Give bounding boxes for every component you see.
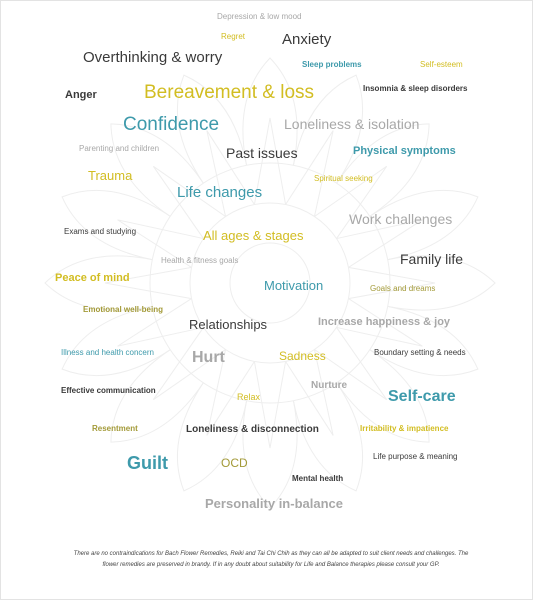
word-increase-happiness-joy: Increase happiness & joy xyxy=(318,316,451,328)
word-overthinking-worry: Overthinking & worry xyxy=(83,49,223,66)
word-spiritual-seeking: Spiritual seeking xyxy=(314,174,373,183)
word-trauma: Trauma xyxy=(88,168,133,183)
word-personality-in-balance: Personality in-balance xyxy=(205,496,343,511)
word-past-issues: Past issues xyxy=(226,145,298,161)
word-exams-studying: Exams and studying xyxy=(64,227,137,236)
word-family-life: Family life xyxy=(400,251,464,267)
word-life-changes: Life changes xyxy=(177,184,263,201)
word-motivation: Motivation xyxy=(264,278,324,293)
word-irritability-impatience: Irritability & impatience xyxy=(360,424,449,433)
word-confidence: Confidence xyxy=(123,114,220,135)
disclaimer-text: There are no contraindications for Bach Flower Remedies, Reiki and Tai Chi Chih as they can all be adapted to suit client needs and challenges. The flower remedies are preserved in brandy. If in any doubt about suitability for Life and Balance therapies please consult your GP. xyxy=(73,551,469,568)
word-hurt: Hurt xyxy=(192,349,225,366)
word-physical-symptoms: Physical symptoms xyxy=(353,145,456,157)
word-bereavement-loss: Bereavement & loss xyxy=(144,82,315,103)
word-relax: Relax xyxy=(237,392,261,402)
word-loneliness-disconnection: Loneliness & disconnection xyxy=(186,424,319,435)
word-goals-dreams: Goals and dreams xyxy=(370,284,436,293)
word-work-challenges: Work challenges xyxy=(349,211,453,227)
word-nurture: Nurture xyxy=(311,380,348,391)
word-peace-of-mind: Peace of mind xyxy=(55,272,130,284)
word-resentment: Resentment xyxy=(92,424,138,433)
word-life-purpose-meaning: Life purpose & meaning xyxy=(373,452,458,461)
word-sadness: Sadness xyxy=(279,349,326,363)
word-depression-low-mood: Depression & low mood xyxy=(217,12,302,21)
word-boundary-setting-needs: Boundary setting & needs xyxy=(374,348,466,357)
word-anger: Anger xyxy=(65,89,97,101)
word-mental-health: Mental health xyxy=(292,474,344,483)
word-insomnia-sleep-disorders: Insomnia & sleep disorders xyxy=(363,84,468,93)
word-loneliness-isolation: Loneliness & isolation xyxy=(284,116,420,132)
word-parenting-children: Parenting and children xyxy=(79,144,160,153)
word-ocd: OCD xyxy=(221,456,248,470)
word-anxiety: Anxiety xyxy=(282,31,332,48)
word-regret: Regret xyxy=(221,32,246,41)
word-health-fitness-goals: Health & fitness goals xyxy=(161,256,239,265)
word-self-esteem: Self-esteem xyxy=(420,60,463,69)
word-sleep-problems: Sleep problems xyxy=(302,60,362,69)
word-guilt: Guilt xyxy=(127,453,168,473)
word-all-ages-stages: All ages & stages xyxy=(203,228,304,243)
word-relationships: Relationships xyxy=(189,317,268,332)
word-illness-health-concern: Illness and health concern xyxy=(61,348,154,357)
word-self-care: Self-care xyxy=(388,388,456,405)
word-effective-communication: Effective communication xyxy=(61,386,156,395)
word-emotional-well-being: Emotional well-being xyxy=(83,305,164,314)
